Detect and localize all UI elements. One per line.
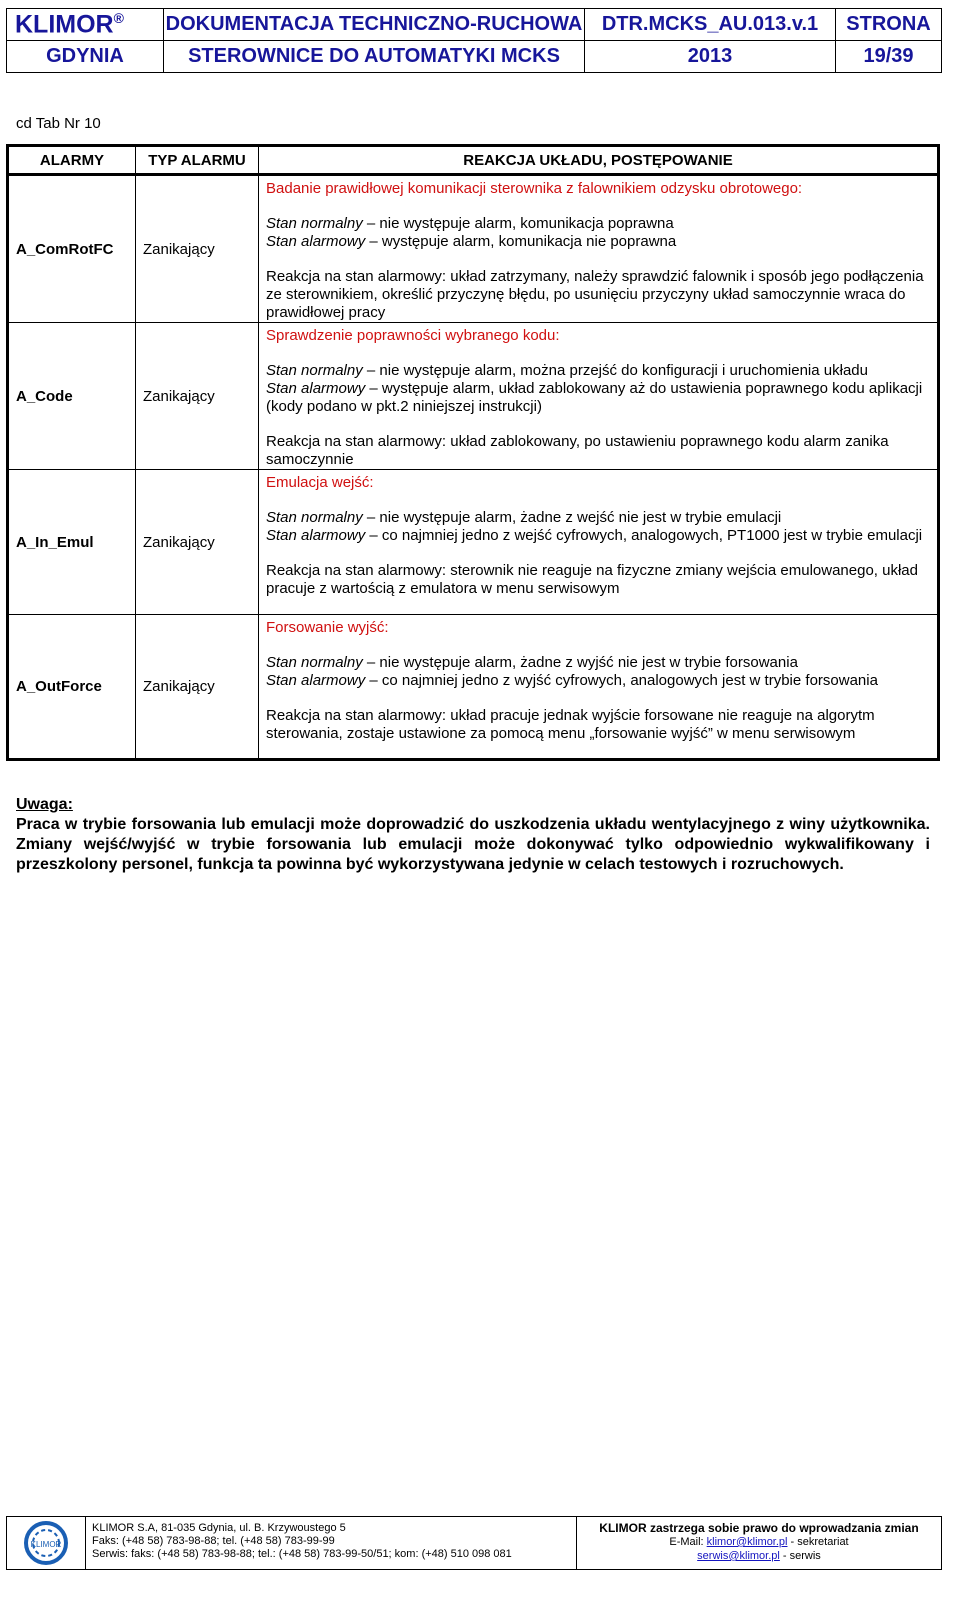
alarm-name: A_OutForce bbox=[8, 615, 136, 760]
document-code: DTR.MCKS_AU.013.v.1 bbox=[585, 9, 836, 41]
alarm-state: Stan alarmowy – występuje alarm, komunikacja nie poprawna bbox=[266, 233, 677, 250]
alarm-type: Zanikający bbox=[136, 175, 259, 323]
document-header bbox=[6, 8, 942, 73]
warning-text: Praca w trybie forsowania lub emulacji może doprowadzić do uszkodzenia układu wentylacyjnego z winy użytkownika. Zmiany wejść/wyjść w trybie forsowania lub emulacji może dokonywać tylko odpowiednio wykwalifikowany i przeszkolony personel, funkcja ta powinna być wykorzystywana jedynie w celach testowych i rozruchowych. bbox=[16, 816, 930, 873]
reaction-text: Reakcja na stan alarmowy: sterownik nie reaguje na fizyczne zmiany wejścia emulowanego, układ pracuje z wartością z emulatora w menu serwisowym bbox=[266, 562, 918, 597]
normal-state: Stan normalny – nie występuje alarm, komunikacja poprawna bbox=[266, 215, 674, 232]
page-footer bbox=[6, 1516, 942, 1570]
alarm-name: A_ComRotFC bbox=[8, 175, 136, 323]
footer-contact: KLIMOR zastrzega sobie prawo do wprowadzania zmian E-Mail: klimor@klimor.pl - sekretariat serwis@klimor.pl - serwis bbox=[576, 1517, 941, 1569]
row-heading: Badanie prawidłowej komunikacji sterownika z falownikiem odzysku obrotowego: bbox=[266, 180, 803, 197]
document-title: DOKUMENTACJA TECHNICZNO-RUCHOWA bbox=[164, 9, 585, 41]
reaction-text: Reakcja na stan alarmowy: układ pracuje jednak wyjście forsowane nie reaguje na algorytm sterowania, zostaje ustawione za pomocą menu „forsowanie wyjść” w menu serwisowym bbox=[266, 707, 875, 742]
svg-text:KLIMOR: KLIMOR bbox=[30, 1540, 62, 1549]
column-header-type: TYP ALARMU bbox=[136, 146, 259, 175]
email-link-service[interactable]: serwis@klimor.pl bbox=[697, 1550, 780, 1562]
alarm-description bbox=[259, 323, 939, 470]
alarm-description bbox=[259, 615, 939, 760]
reaction-text: Reakcja na stan alarmowy: układ zablokowany, po ustawieniu poprawnego kodu alarm zanika samoczynnie bbox=[266, 433, 889, 468]
company-logo: KLIMOR® bbox=[7, 9, 164, 41]
document-subject: STEROWNICE DO AUTOMATYKI MCKS bbox=[164, 41, 585, 73]
table-row bbox=[8, 323, 939, 470]
alarm-state: Stan alarmowy – co najmniej jedno z wejść cyfrowych, analogowych, PT1000 jest w trybie emulacji bbox=[266, 527, 923, 544]
alarm-name: A_Code bbox=[8, 323, 136, 470]
column-header-reaction: REAKCJA UKŁADU, POSTĘPOWANIE bbox=[259, 146, 939, 175]
row-heading: Forsowanie wyjść: bbox=[266, 619, 389, 636]
page-number: 19/39 bbox=[836, 41, 942, 73]
alarm-description bbox=[259, 470, 939, 615]
city: GDYNIA bbox=[7, 41, 164, 73]
table-caption: cd Tab Nr 10 bbox=[16, 115, 101, 132]
warning-title: Uwaga: bbox=[16, 796, 73, 813]
alarm-state: Stan alarmowy – co najmniej jedno z wyjść cyfrowych, analogowych jest w trybie forsowania bbox=[266, 672, 878, 689]
table-header-row bbox=[8, 146, 939, 175]
table-row bbox=[8, 615, 939, 760]
company-logo-icon bbox=[7, 1517, 86, 1569]
table-row bbox=[8, 470, 939, 615]
alarm-type: Zanikający bbox=[136, 470, 259, 615]
document-year: 2013 bbox=[585, 41, 836, 73]
column-header-alarms: ALARMY bbox=[8, 146, 136, 175]
alarm-type: Zanikający bbox=[136, 323, 259, 470]
alarms-table bbox=[6, 144, 940, 761]
normal-state: Stan normalny – nie występuje alarm, można przejść do konfiguracji i uruchomienia układu bbox=[266, 362, 868, 379]
page-label: STRONA bbox=[836, 9, 942, 41]
row-heading: Sprawdzenie poprawności wybranego kodu: bbox=[266, 327, 560, 344]
table-row bbox=[8, 175, 939, 323]
normal-state: Stan normalny – nie występuje alarm, żadne z wejść nie jest w trybie emulacji bbox=[266, 509, 782, 526]
rights-notice: KLIMOR zastrzega sobie prawo do wprowadzania zmian bbox=[599, 1521, 919, 1535]
reaction-text: Reakcja na stan alarmowy: układ zatrzymany, należy sprawdzić falownik i sposób jego podłączenia ze sterownikiem, określić przyczynę błędu, po usunięciu przyczyny układ samoczynnie wraca do prawidłowej pracy bbox=[266, 268, 924, 321]
normal-state: Stan normalny – nie występuje alarm, żadne z wyjść nie jest w trybie forsowania bbox=[266, 654, 798, 671]
alarm-state: Stan alarmowy – występuje alarm, układ zablokowany aż do ustawienia poprawnego kodu aplikacji (kody podano w pkt.2 niniejszej instrukcji) bbox=[266, 380, 923, 415]
row-heading: Emulacja wejść: bbox=[266, 474, 374, 491]
email-link-office[interactable]: klimor@klimor.pl bbox=[706, 1536, 788, 1548]
warning-note bbox=[16, 795, 930, 875]
alarm-name: A_In_Emul bbox=[8, 470, 136, 615]
company-address: KLIMOR S.A, 81-035 Gdynia, ul. B. Krzywoustego 5 Faks: (+48 58) 783-98-88; tel. (+48 58) 783-99-99 Serwis: faks: (+48 58) 783-98-88; tel.: (+48 58) 783-99-50/51; kom: (+48) 510 098 081 bbox=[92, 1522, 512, 1560]
alarm-type: Zanikający bbox=[136, 615, 259, 760]
alarm-description bbox=[259, 175, 939, 323]
